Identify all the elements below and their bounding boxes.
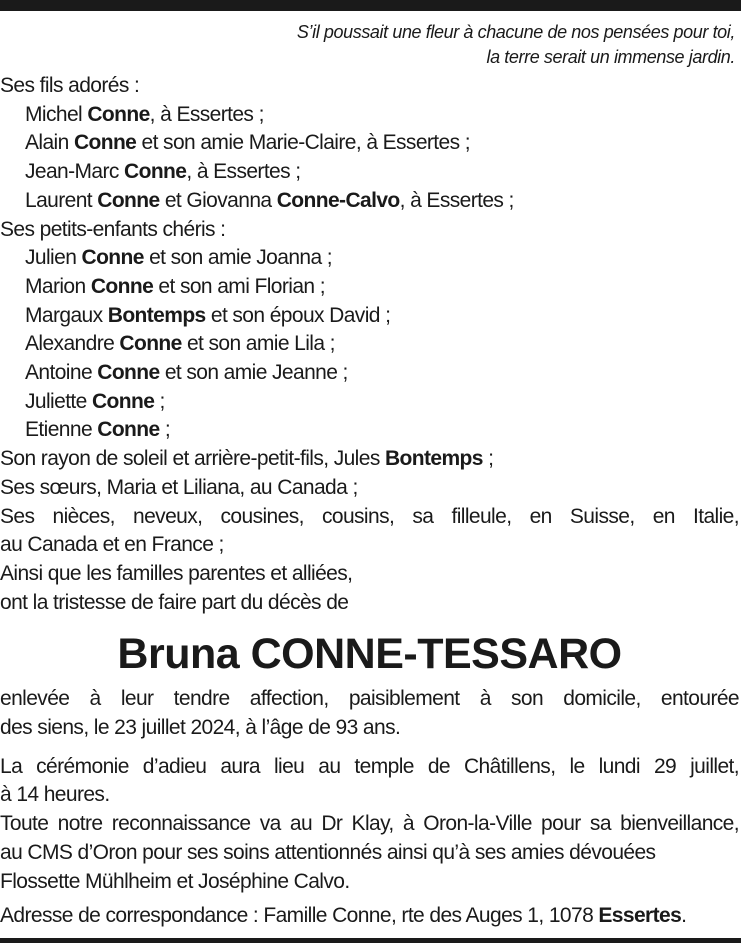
bottom-rule	[0, 938, 741, 943]
son-entry: Jean-Marc Conne, à Essertes ;	[25, 160, 301, 184]
grandchild-entry: Etienne Conne ;	[25, 418, 171, 442]
sons-heading: Ses fils adorés :	[0, 74, 140, 97]
ceremony-line-2: à 14 heures.	[0, 783, 110, 807]
relatives-line-2: au Canada et en France ;	[0, 533, 224, 557]
thanks-line-1: Toute notre reconnaissance va au Dr Klay, à Oron-la-Ville pour sa bienveillance,	[0, 812, 739, 836]
passing-line-1: enlevée à leur tendre affection, paisiblement à son domicile, entourée	[0, 687, 739, 711]
grandchild-entry: Julien Conne et son amie Joanna ;	[25, 246, 333, 270]
families-line: Ainsi que les familles parentes et alliées,	[0, 561, 353, 585]
announce-line: ont la tristesse de faire part du décès de	[0, 590, 349, 614]
grandchild-entry: Marion Conne et son ami Florian ;	[25, 274, 325, 298]
son-entry: Michel Conne, à Essertes ;	[25, 102, 264, 126]
grandchild-entry: Margaux Bontemps et son époux David ;	[25, 303, 391, 327]
passing-line-2: des siens, le 23 juillet 2024, à l’âge de 93 ans.	[0, 716, 401, 740]
relatives-line-1: Ses nièces, neveux, cousines, cousins, sa filleule, en Suisse, en Italie,	[0, 504, 739, 528]
spacer	[0, 743, 739, 753]
son-entry: Laurent Conne et Giovanna Conne-Calvo, à Essertes ;	[25, 188, 514, 212]
quote-line-1: S’il poussait une fleur à chacune de nos pensées pour toi,	[296, 22, 735, 42]
great-grandson-line: Son rayon de soleil et arrière-petit-fils, Jules Bontemps ;	[0, 447, 494, 471]
address-line: Adresse de correspondance : Famille Conne, rte des Auges 1, 1078 Essertes.	[0, 904, 687, 928]
deceased-name: Bruna CONNE-TESSARO	[117, 630, 622, 679]
top-rule	[0, 0, 741, 11]
son-entry: Alain Conne et son amie Marie-Claire, à Essertes ;	[25, 131, 470, 155]
grandchild-entry: Antoine Conne et son amie Jeanne ;	[25, 361, 348, 385]
epigraph-quote	[135, 20, 735, 70]
ceremony-line-1: La cérémonie d’adieu aura lieu au temple de Châtillens, le lundi 29 juillet,	[0, 754, 739, 778]
thanks-line-3: Flossette Mühlheim et Joséphine Calvo.	[0, 869, 350, 893]
grandchild-entry: Juliette Conne ;	[25, 389, 165, 413]
grandchildren-heading: Ses petits-enfants chéris :	[0, 217, 226, 241]
quote-line-2: la terre serait un immense jardin.	[486, 47, 735, 67]
sisters-line: Ses sœurs, Maria et Liliana, au Canada ;	[0, 475, 358, 499]
grandchild-entry: Alexandre Conne et son amie Lila ;	[25, 332, 335, 356]
thanks-line-2: au CMS d’Oron pour ses soins attentionnés ainsi qu’à ses amies dévouées	[0, 840, 656, 864]
notice-body	[0, 72, 739, 931]
